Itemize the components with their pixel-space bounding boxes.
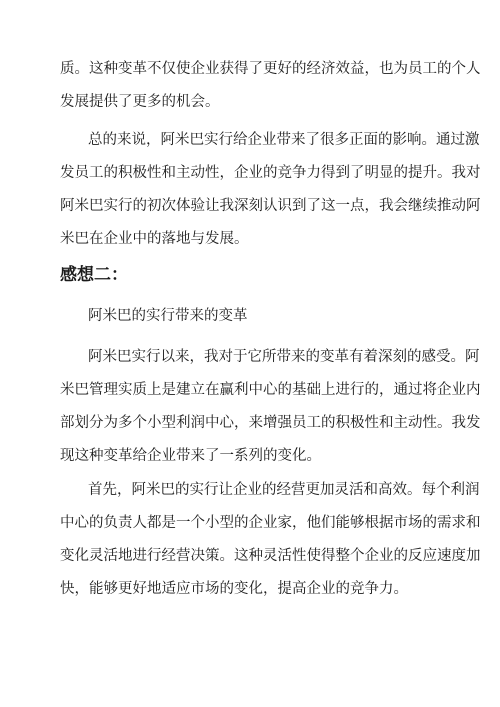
paragraph-intro xyxy=(60,341,481,473)
text-line: 中心的负责人都是一个小型的企业家，他们能够根据市场的需求和 xyxy=(60,515,481,531)
text-line: 首先，阿米巴的实行让企业的经营更加灵活和高效。每个利润 xyxy=(88,482,480,498)
text-line: 发展提供了更多的机会。 xyxy=(60,94,220,110)
paragraph-subtitle xyxy=(60,300,442,333)
text-line: 发员工的积极性和主动性，企业的竞争力得到了明显的提升。我对 xyxy=(60,165,481,181)
text-line: 快，能够更好地适应市场的变化，提高企业的竞争力。 xyxy=(60,581,408,597)
text-line: 部划分为多个小型利润中心，来增强员工的积极性和主动性。我发 xyxy=(60,415,481,431)
text-line: 阿米巴实行以来，我对于它所带来的变革有着深刻的感受。阿 xyxy=(88,349,480,365)
paragraph-continued xyxy=(60,53,481,119)
text-line: 变化灵活地进行经营决策。这种灵活性使得整个企业的反应速度加 xyxy=(60,548,481,564)
section-heading: 感想二： xyxy=(60,265,128,285)
text-line: 总的来说，阿米巴实行给企业带来了很多正面的影响。通过激 xyxy=(88,132,480,148)
paragraph-summary xyxy=(60,124,481,256)
paragraph-first-point xyxy=(60,474,481,606)
text-line: 现这种变革给企业带来了一系列的变化。 xyxy=(60,448,321,464)
text-line: 质。这种变革不仅使企业获得了更好的经济效益，也为员工的个人 xyxy=(60,61,481,77)
subtitle-text: 阿米巴的实行带来的变革 xyxy=(88,308,248,324)
text-line: 米巴在企业中的落地与发展。 xyxy=(60,231,249,247)
text-line: 阿米巴实行的初次体验让我深刻认识到了这一点，我会继续推动阿 xyxy=(60,198,481,214)
text-line: 米巴管理实质上是建立在赢利中心的基础上进行的，通过将企业内 xyxy=(60,382,481,398)
